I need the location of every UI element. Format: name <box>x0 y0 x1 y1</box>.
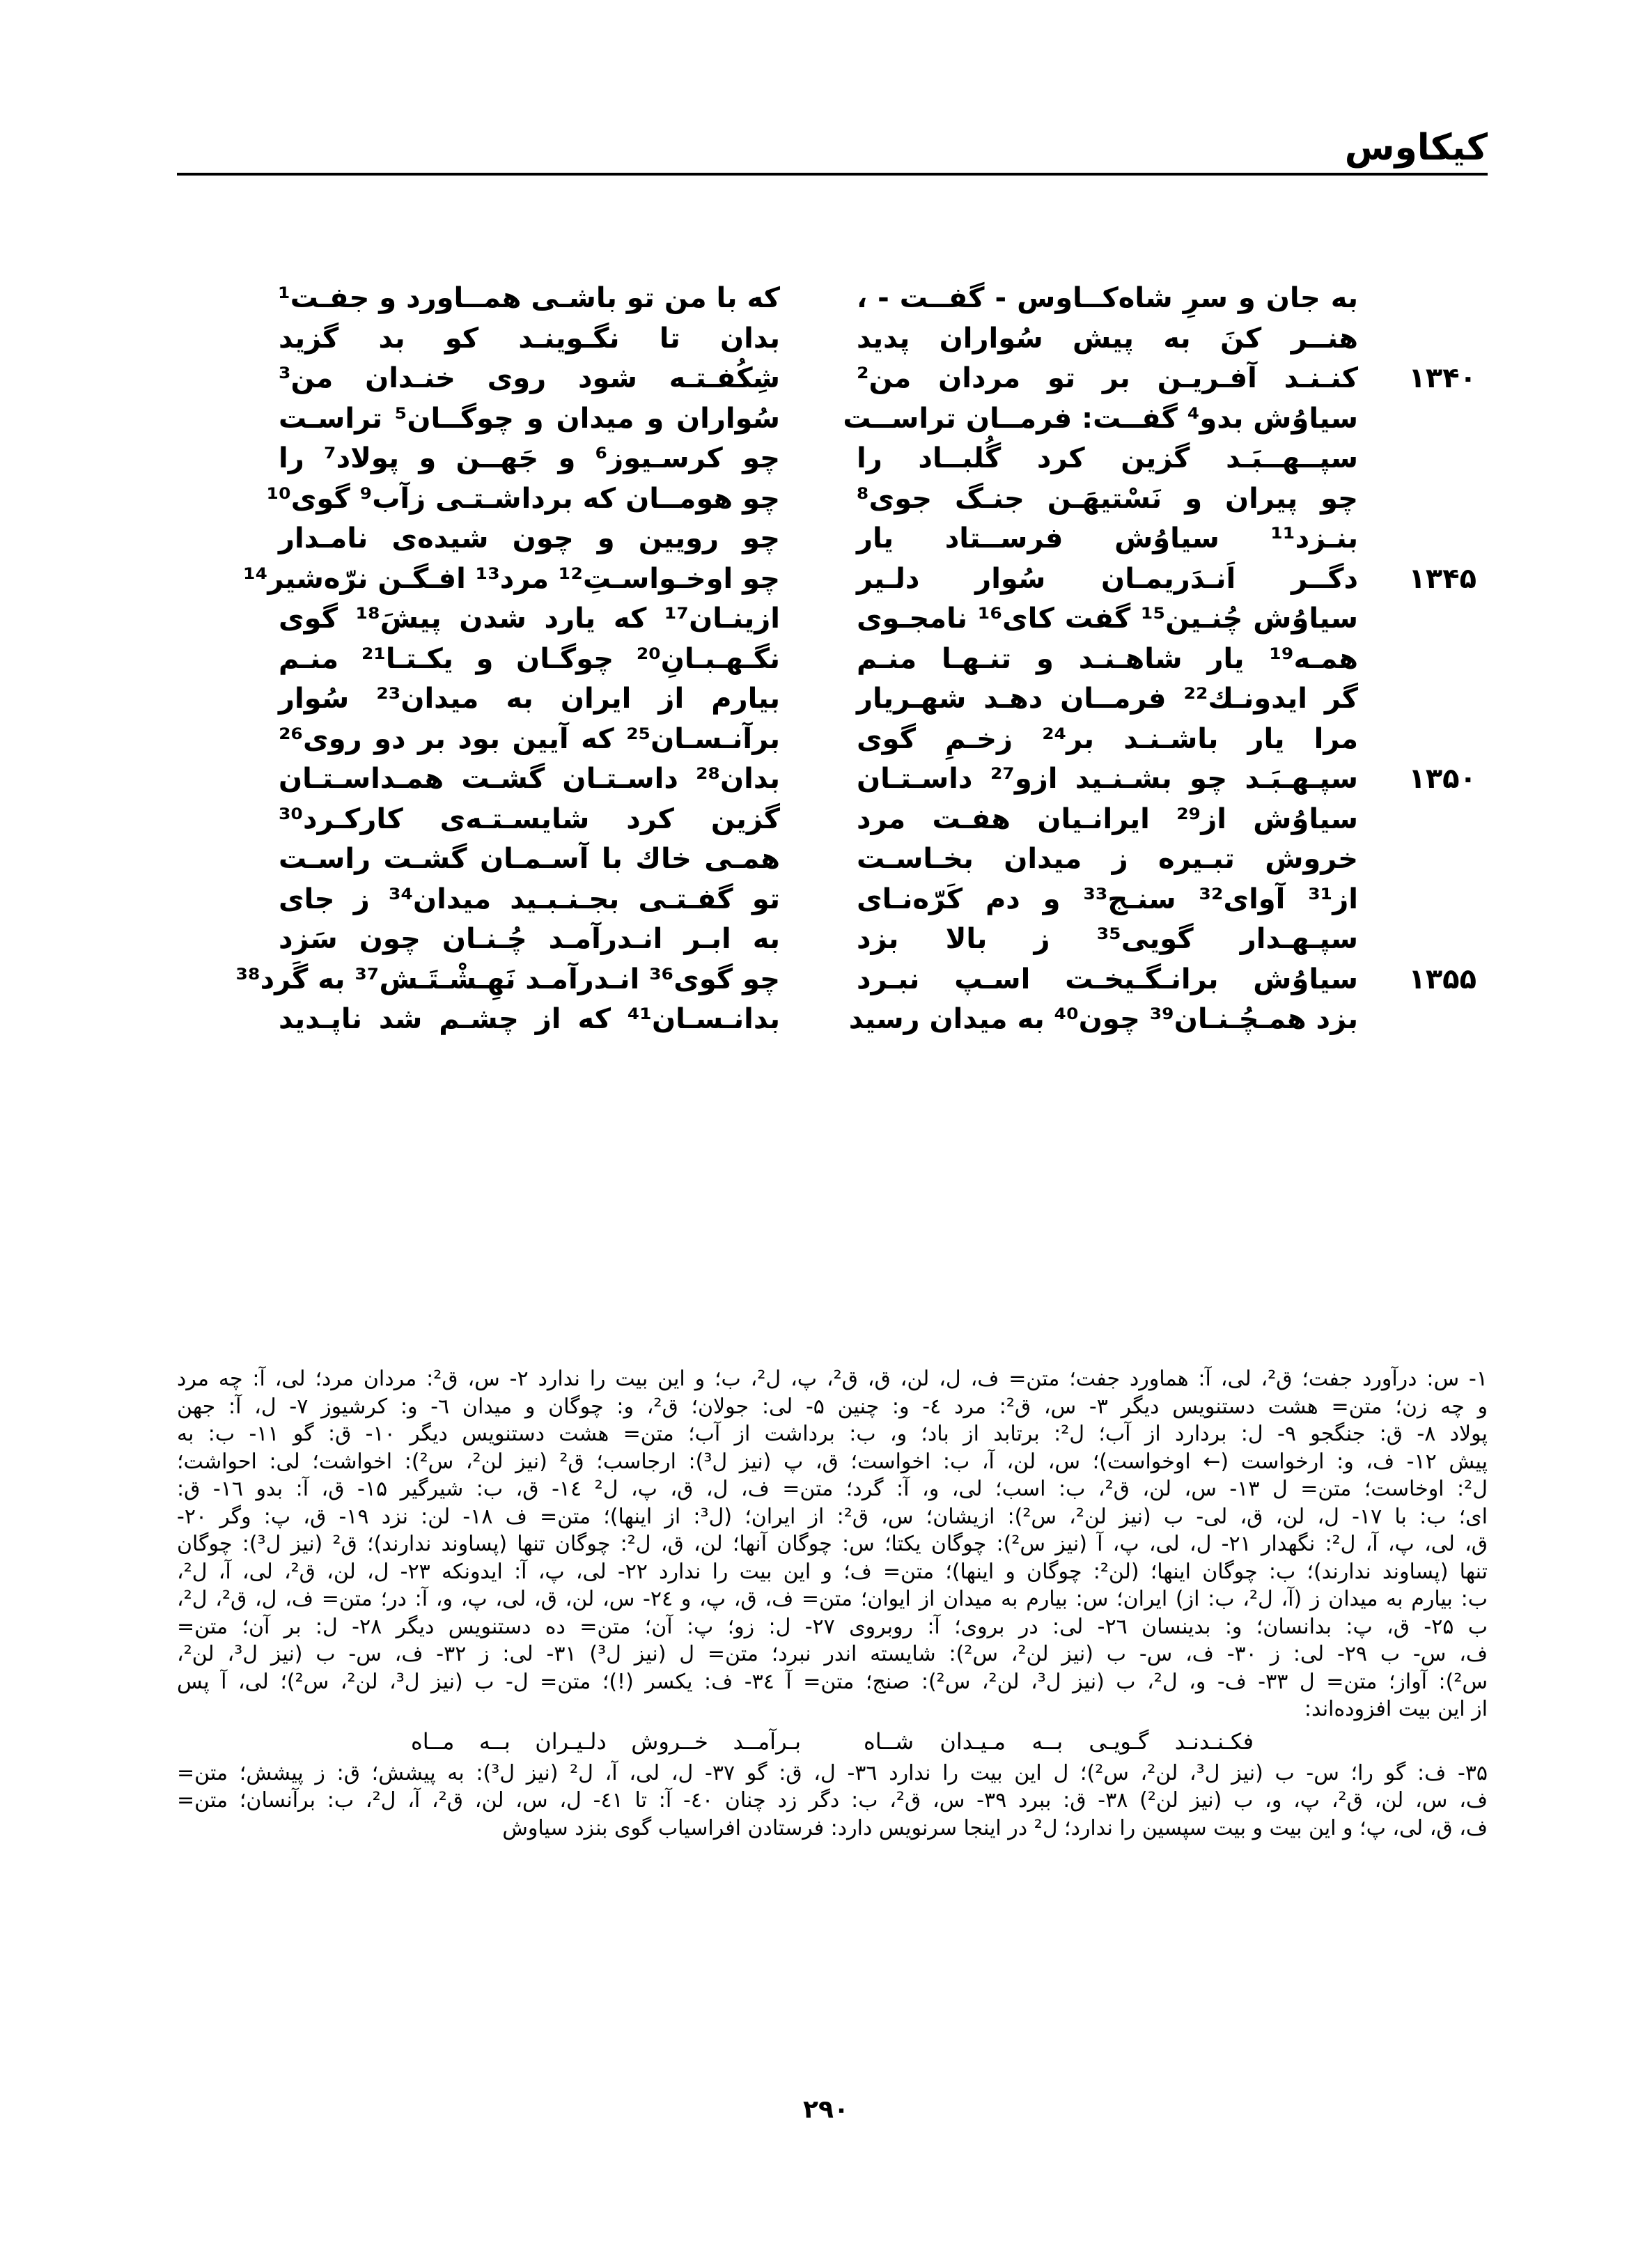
footnote-line: ب ۲۵- ق، پ: بدانسان؛ و: بدینسان ۲٦- لی: در بروی؛ آ: روبروی ۲۷- ل: زو؛ پ: آن؛ متن= ده دستنویس دیگر ۲۸- ل: بر آن؛ متن= <box>177 1614 1488 1639</box>
footnotes-apparatus <box>177 1365 1488 1842</box>
verse-hemistich: شِکُفـتـه شود روی خنـدان من³ <box>279 362 780 394</box>
verse-hemistich: چو گوی³⁶ انـدرآمـد نَهِـشْـتَـش³⁷ به گَرد³⁸ <box>235 963 780 995</box>
verse-hemistich: بیارم از ایران به میدان²³ سُوار <box>279 683 780 715</box>
verse-hemistich: که با من تو باشـی همــاورد و جفـت¹ <box>278 282 780 314</box>
verse-number: ۱۳۴۵ <box>1408 562 1476 595</box>
footnote-line: ف، س- ب ۲۹- لی: ز ۳۰- ف، س- ب (نیز لن²، س²): شایسته اندر نبرد؛ متن= ل (نیز ل³) ۳۱- لی: ز ۳۲- ف، س- ب (نیز ل³، لن²، <box>177 1642 1488 1666</box>
verse-hemistich: هنــر کنَ به پیش سُواران پدید <box>857 322 1358 355</box>
verse-hemistich: سپــهــبَـد گزین کرد گُلبــاد را <box>857 442 1358 474</box>
verse-hemistich: چو اوخـواسـتِ¹² مرد¹³ افـگـن نرّه‌شیر¹⁴ <box>243 562 780 595</box>
inserted-hemistich-1: فکـنـدنـد گـویـی بــه مـیـدان شــاه <box>864 1728 1254 1755</box>
poem-column-left <box>235 279 781 1040</box>
verse-hemistich: بدان تا نگـوینـد کو بد گزید <box>279 322 780 355</box>
verse-hemistich: از³¹ آوای³² سنـج³³ و دم کَرّه‌نـای <box>857 883 1358 915</box>
verse-hemistich: برآنـسـان²⁵ که آیین بود بر دو روی²⁶ <box>279 722 780 755</box>
footnote-line: ای؛ ب: با ۱۷- ل، لن، ق، لی- ب (نیز لن²، س²): ازیشان؛ س، ق²: از ایران؛ (ل³: از اینها)؛ متن= ف ۱۸- لن: نزد ۱۹- ق، پ: وگر ۲۰- <box>177 1504 1488 1529</box>
verse-hemistich: خروش تبـیره ز میدان بخـاسـت <box>857 843 1358 875</box>
poem-column-right <box>843 279 1476 1040</box>
footnote-line: و چه زن؛ متن= هشت دستنویس دیگر ۳- س، ق²: مرد ٤- و: چنین ۵- لی: جولان؛ ق²، و: چوگان و میدان ٦- و: کرشیوز ۷- ل، آ: جهن <box>177 1394 1488 1419</box>
verse-hemistich: ۱۳۵۰ سپـهـبَـد چو بشـنـید ازو²⁷ داسـتـان <box>857 759 1358 800</box>
footnote-line: از این بیت افزوده‌اند: <box>1304 1697 1488 1721</box>
verse-hemistich: ۱۳۴۵ دگــر اَنـدَریمـان سُوار دلـیر <box>857 559 1358 600</box>
footnote-line: ۱- س: درآورد جفت؛ ق²، لی، آ: هماورد جفت؛ متن= ف، ل، لن، ق، ق²، پ، ل²، ب؛ و این بیت را ندارد ۲- س، ق²: مردان مرد؛ لی، آ: چه مرد <box>177 1367 1488 1391</box>
verse-number: ۱۳۴۰ <box>1408 362 1476 394</box>
verse-hemistich: بدانـسـان⁴¹ که از چشـم شد ناپـدید <box>279 1003 780 1035</box>
verse-hemistich: به جان و سرِ شاه‌کــاوس - گفــت - ، <box>857 282 1358 314</box>
verse-hemistich: بنـزد¹¹ سیاوُش فرســتاد یار <box>857 522 1358 554</box>
footnote-line: س²): آواز؛ متن= ل ۳۳- ف- و، ل²، ب (نیز ل³، لن²، س²): صنج؛ متن= آ ۳٤- ف: یکسر (!)؛ متن= ل- ب (نیز ل³، لن²، س²)؛ لی، آ پس <box>177 1669 1488 1694</box>
verse-hemistich: نگـهـبـانِ²⁰ چوگـان و یکـتـا²¹ منـم <box>279 642 780 675</box>
footnote-line: ب: بیارم به میدان ز (آ، ل²، ب: از) ایران؛ س: بیارم به میدان از ایوان؛ متن= ف، ق، پ، و ۲٤- س، لن، ق، لی، پ، و، آ: در؛ متن= ف، ل، ق²، ل²، <box>177 1587 1488 1611</box>
footnote-line: ل²: اوخاست؛ متن= ل ۱۳- س، لن، ق²، ب: اسب؛ لی، و، آ: گرد؛ متن= ف، ل، ق، پ، ل² ١٤- ق، ب: شیرگیر ۱۵- ق، آ: بدو ۱٦- ق: <box>177 1477 1488 1501</box>
verse-hemistich: سیاوُش بدو⁴ گفــت: فرمــان تراســت <box>843 402 1358 435</box>
page-header <box>177 111 1488 176</box>
verse-hemistich: گر ایدونـك²² فرمــان دهـد شهـریار <box>857 683 1358 715</box>
verse-hemistich: به ابـر انـدرآمـد چُـنـان چون سَزد <box>279 923 780 955</box>
footnote-line: ف، س، لن، ق²، پ، و، ب (نیز لن²) ۳۸- ق: ببرد ۳۹- س، ق²، ب: دگر زد چنان ٤۰- آ: تا ٤۱- ل، س، لن، ق²، آ، ل²، ب: برآنسان؛ متن= <box>177 1788 1488 1813</box>
footnote-line: ۳۵- ف: گو را؛ س- ب (نیز ل³، لن²، س²)؛ ل این بیت را ندارد ۳٦- ل، ق: گو ۳۷- ل، لی، آ، ل² (نیز ل³): به پیشش؛ ق: ز پیشش؛ متن= <box>177 1760 1488 1785</box>
verse-hemistich: گزین کرد شایسـتـه‌ی کارکـرد³⁰ <box>279 802 780 835</box>
running-title: کیکاوس <box>1344 127 1488 169</box>
verse-hemistich: ازینـان¹⁷ که یارد شدن پیشَ¹⁸ گوی <box>279 603 780 635</box>
inserted-verse <box>177 1723 1488 1760</box>
verse-hemistich: ۱۳۴۰ کنـنـد آفـریـن بر تو مردان من² <box>857 359 1358 399</box>
verse-hemistich: چو پیران و نَسْتیهَـن جنـگ جوی⁸ <box>857 482 1358 515</box>
verse-hemistich: چو هومــان که برداشـتـی زآب⁹ گوی¹⁰ <box>266 482 780 515</box>
verse-hemistich: چو کرسـیوز⁶ و جَهــن و پولاد⁷ را <box>279 442 780 474</box>
footnote-line: تنها (پساوند ندارند)؛ ب: چوگان اینها؛ (لن²: چوگان و اینها)؛ متن= ف؛ و این بیت را ندارد ۲۲- لی، پ، آ: ایدونکه ۲۳- ل، لن، ق²، لی، آ، ل²، <box>177 1559 1488 1584</box>
verse-hemistich: همـی خاك با آسـمـان گشـت راسـت <box>279 843 780 875</box>
verse-hemistich: بدان²⁸ داسـتـان گشـت همـداسـتـان <box>279 763 780 795</box>
page-number: ۲۹۰ <box>803 2095 849 2124</box>
verse-hemistich: بزد همـچُـنـان³⁹ چون⁴⁰ به میدان رسید <box>848 1003 1358 1035</box>
verse-hemistich: چو رویین و چون شیده‌ی نامـدار <box>279 522 780 554</box>
verse-hemistich: مرا یار باشـنـد بر²⁴ زخـمِ گوی <box>857 722 1358 755</box>
verse-hemistich: سُواران و میدان و چوگــان⁵ تراسـت <box>279 402 781 435</box>
footnote-line: ق، لی، پ، آ، ل²: نگهدار ۲۱- ل، لی، پ، آ (نیز س²): چوگان یکتا؛ س: چوگان آنها؛ لن، ق، ل²: چوگان تنها (پساوند ندارند)؛ ق² (نیز ل³): چوگان <box>177 1532 1488 1556</box>
verse-number: ۱۳۵۰ <box>1408 763 1476 795</box>
verse-hemistich: تو گفـتـی بجـنـبـید میدان³⁴ ز جای <box>279 883 780 915</box>
verse-number: ۱۳۵۵ <box>1408 963 1476 995</box>
footnote-line: ف، ق، لی، پ؛ و این بیت و بیت سپسین را ندارد؛ ل² در اینجا سرنویس دارد: فرستادن افراسیاب گوی بنزد سیاوش <box>502 1815 1488 1840</box>
verse-hemistich: ۱۳۵۵ سیاوُش برانـگـیخـت اسـپ نبـرد <box>857 960 1358 1000</box>
footnote-line: پولاد ۸- ق: جنگجو ۹- ل: بردارد از آب؛ ل²: برتابد از باد؛ و، ب: برداشت از آب؛ متن= هشت دستنویس دیگر ۱۰- ق: گو ۱۱- ب: به <box>177 1422 1488 1446</box>
verse-hemistich: سیاوُش از²⁹ ایرانـیان هفـت مرد <box>857 802 1358 835</box>
header-rule <box>177 173 1488 176</box>
verse-hemistich: سیاوُش چُنـین¹⁵ گفت کای¹⁶ نامجـوی <box>857 603 1359 635</box>
verse-hemistich: همـه¹⁹ یار شاهـنـد و تنـهـا منـم <box>857 642 1358 675</box>
inserted-hemistich-2: بـرآمــد خــروش دلـیـران بــه مــاه <box>411 1728 801 1755</box>
verse-hemistich: سپـهـدار گویی³⁵ ز بالا بزد <box>857 923 1358 955</box>
footnote-line: پیش ۱۲- ف، و: ارخواست (← اوخواست)؛ س، لن، آ، ب: اخواست؛ ق، پ (نیز ل³): ارجاسب؛ ق² (نیز لن²، س²): اخواشت؛ لی: احواشت؛ <box>177 1449 1488 1474</box>
